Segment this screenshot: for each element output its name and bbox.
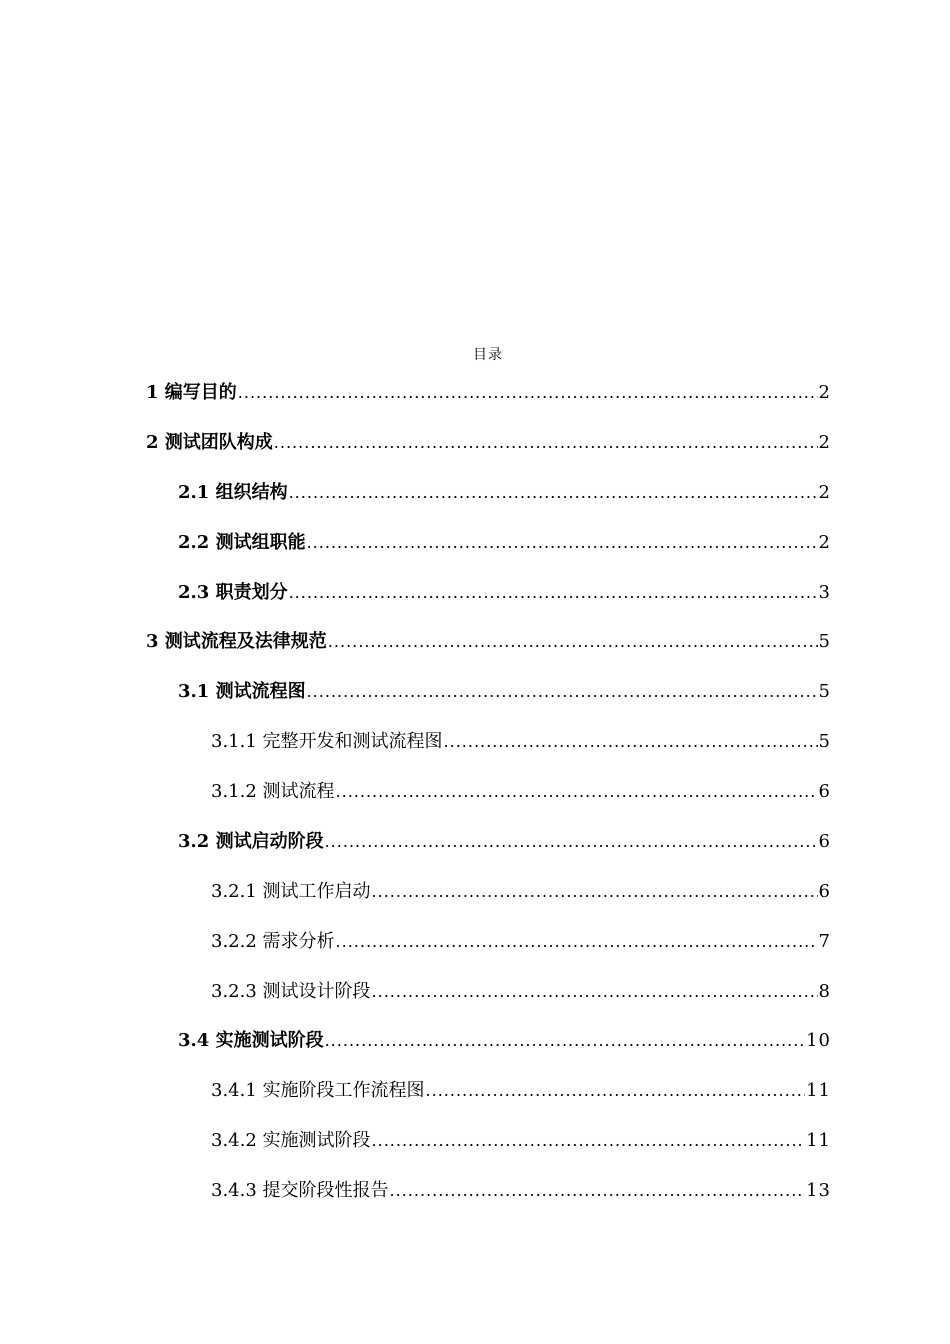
toc-title: 目录 xyxy=(473,347,503,363)
toc-entry[interactable] xyxy=(211,1123,831,1153)
toc-leader-dots xyxy=(336,930,818,954)
toc-entry-label: 3 测试流程及法律规范 xyxy=(146,631,327,652)
toc-leader-dots xyxy=(372,880,818,904)
toc-entry[interactable] xyxy=(211,724,831,754)
toc-entry-page: 7 xyxy=(818,931,831,952)
toc-entry[interactable] xyxy=(211,1073,831,1103)
toc-entry-page: 11 xyxy=(806,1130,831,1151)
toc-leader-dots xyxy=(390,1179,806,1203)
toc-entry[interactable] xyxy=(178,824,831,854)
toc-leader-dots xyxy=(372,980,818,1004)
toc-entry-page: 5 xyxy=(818,631,831,652)
toc-entry-label: 2.1 组织结构 xyxy=(178,482,288,503)
toc-entry[interactable] xyxy=(211,924,831,954)
toc-entry[interactable] xyxy=(211,874,831,904)
toc-leader-dots xyxy=(372,1129,806,1153)
toc-leader-dots xyxy=(325,830,818,854)
toc-entry-page: 13 xyxy=(806,1180,831,1201)
toc-entry[interactable] xyxy=(211,1173,831,1203)
toc-leader-dots xyxy=(238,381,818,405)
toc-entry-label: 3.1.1 完整开发和测试流程图 xyxy=(211,731,443,752)
toc-entry[interactable] xyxy=(146,624,831,654)
toc-entry[interactable] xyxy=(178,525,831,555)
toc-entry-page: 5 xyxy=(818,681,831,702)
toc-entry-label: 3.2.2 需求分析 xyxy=(211,931,335,952)
toc-entry[interactable] xyxy=(211,974,831,1004)
toc-entry-label: 3.2.1 测试工作启动 xyxy=(211,881,371,902)
toc-leader-dots xyxy=(289,581,818,605)
toc-entry-label: 3.1.2 测试流程 xyxy=(211,781,335,802)
toc-entry-page: 6 xyxy=(818,881,831,902)
toc-entry-label: 3.1 测试流程图 xyxy=(178,681,306,702)
toc-leader-dots xyxy=(336,780,818,804)
toc-entry-page: 5 xyxy=(818,731,831,752)
toc-entry-page: 11 xyxy=(806,1080,831,1101)
toc-entry-label: 2.3 职责划分 xyxy=(178,582,288,603)
toc-entry-label: 2 测试团队构成 xyxy=(146,432,273,453)
toc-entry[interactable] xyxy=(178,475,831,505)
toc-entry-label: 3.4 实施测试阶段 xyxy=(178,1030,324,1051)
toc-entry[interactable] xyxy=(178,1023,831,1053)
toc-entry-label: 3.4.1 实施阶段工作流程图 xyxy=(211,1080,425,1101)
toc-entry-label: 3.2.3 测试设计阶段 xyxy=(211,981,371,1002)
toc-leader-dots xyxy=(328,630,818,654)
toc-entry-label: 3.4.2 实施测试阶段 xyxy=(211,1130,371,1151)
toc-entry-label: 2.2 测试组职能 xyxy=(178,532,306,553)
toc-entry-page: 2 xyxy=(818,432,831,453)
toc-entry-page: 6 xyxy=(818,781,831,802)
toc-entry-page: 2 xyxy=(818,382,831,403)
toc-entry[interactable] xyxy=(146,425,831,455)
toc-entry-page: 8 xyxy=(818,981,831,1002)
toc-entry-label: 3.2 测试启动阶段 xyxy=(178,831,324,852)
toc-entry-page: 3 xyxy=(818,582,831,603)
toc-leader-dots xyxy=(274,431,818,455)
toc-entry-label: 3.4.3 提交阶段性报告 xyxy=(211,1180,389,1201)
toc-entry-page: 2 xyxy=(818,482,831,503)
toc-leader-dots xyxy=(444,730,818,754)
toc-entry[interactable] xyxy=(178,575,831,605)
toc-leader-dots xyxy=(307,680,818,704)
toc-leader-dots xyxy=(325,1029,806,1053)
toc-entry[interactable] xyxy=(178,674,831,704)
toc-entry-label: 1 编写目的 xyxy=(146,382,237,403)
toc-entry-page: 2 xyxy=(818,532,831,553)
toc-entry[interactable] xyxy=(211,774,831,804)
toc-entry-page: 10 xyxy=(806,1030,831,1051)
toc-leader-dots xyxy=(426,1079,806,1103)
toc-leader-dots xyxy=(289,481,818,505)
toc-entry-page: 6 xyxy=(818,831,831,852)
toc-entry[interactable] xyxy=(146,375,831,405)
toc-leader-dots xyxy=(307,531,818,555)
